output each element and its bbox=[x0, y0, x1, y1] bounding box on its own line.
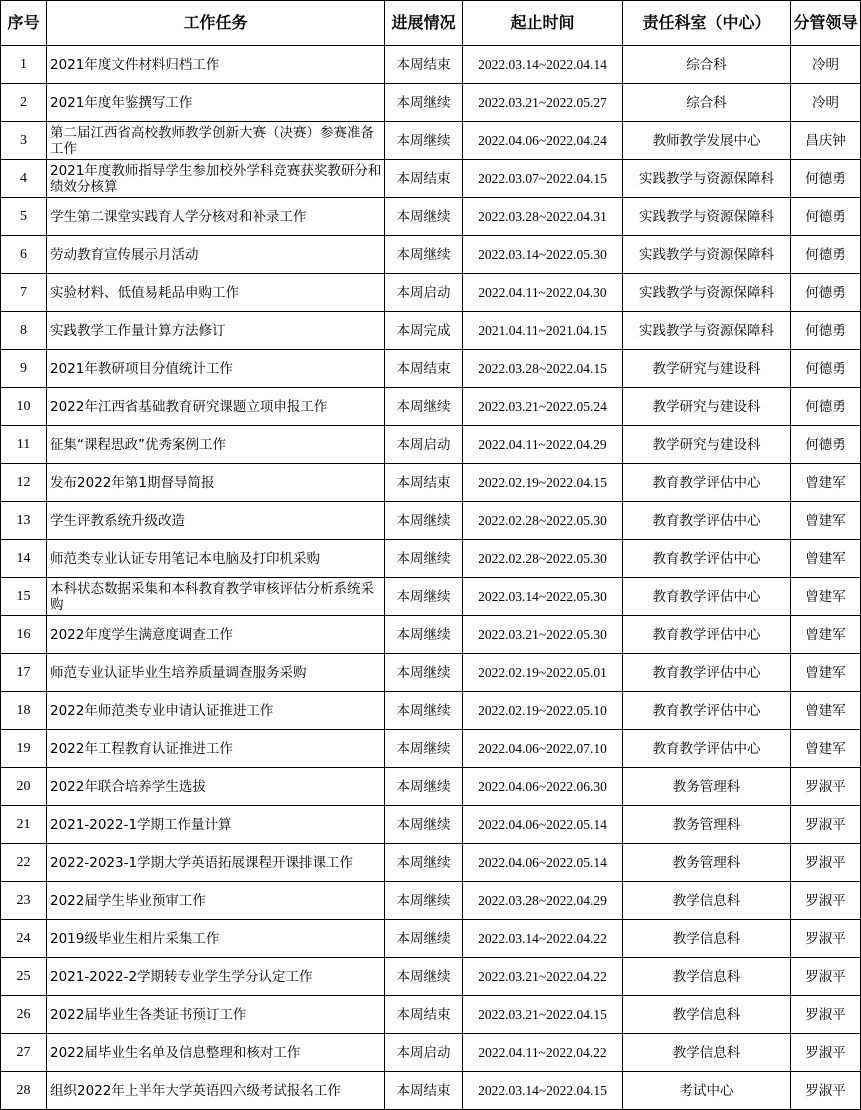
cell-dates: 2022.03.21~2022.04.15 bbox=[463, 996, 623, 1034]
cell-task: 2022年江西省基础教育研究课题立项申报工作 bbox=[47, 388, 385, 426]
cell-task: 实验材料、低值易耗品申购工作 bbox=[47, 274, 385, 312]
cell-no: 14 bbox=[1, 540, 47, 578]
cell-dates: 2022.03.14~2022.04.15 bbox=[463, 1072, 623, 1110]
cell-dates: 2022.04.06~2022.04.24 bbox=[463, 122, 623, 160]
cell-dept: 教学信息科 bbox=[623, 882, 791, 920]
table-row bbox=[1, 122, 861, 160]
cell-task: 本科状态数据采集和本科教育教学审核评估分析系统采购 bbox=[47, 578, 385, 616]
cell-task: 2022年师范类专业申请认证推进工作 bbox=[47, 692, 385, 730]
cell-status: 本周继续 bbox=[385, 730, 463, 768]
table-row bbox=[1, 84, 861, 122]
cell-dept: 实践教学与资源保障科 bbox=[623, 312, 791, 350]
cell-no: 5 bbox=[1, 198, 47, 236]
cell-dates: 2022.02.28~2022.05.30 bbox=[463, 540, 623, 578]
cell-status: 本周启动 bbox=[385, 274, 463, 312]
cell-status: 本周继续 bbox=[385, 540, 463, 578]
cell-dept: 教育教学评估中心 bbox=[623, 540, 791, 578]
cell-no: 25 bbox=[1, 958, 47, 996]
cell-no: 18 bbox=[1, 692, 47, 730]
cell-no: 24 bbox=[1, 920, 47, 958]
table-row bbox=[1, 388, 861, 426]
cell-dates: 2022.04.11~2022.04.22 bbox=[463, 1034, 623, 1072]
cell-dates: 2022.04.06~2022.05.14 bbox=[463, 806, 623, 844]
cell-task: 2022届学生毕业预审工作 bbox=[47, 882, 385, 920]
cell-dates: 2022.02.19~2022.04.15 bbox=[463, 464, 623, 502]
cell-no: 10 bbox=[1, 388, 47, 426]
cell-no: 3 bbox=[1, 122, 47, 160]
table-row bbox=[1, 958, 861, 996]
cell-status: 本周继续 bbox=[385, 768, 463, 806]
cell-task: 2022年联合培养学生选拔 bbox=[47, 768, 385, 806]
cell-no: 16 bbox=[1, 616, 47, 654]
table-row bbox=[1, 730, 861, 768]
cell-dates: 2022.04.11~2022.04.30 bbox=[463, 274, 623, 312]
cell-dept: 综合科 bbox=[623, 46, 791, 84]
table-row bbox=[1, 996, 861, 1034]
cell-status: 本周继续 bbox=[385, 844, 463, 882]
cell-no: 21 bbox=[1, 806, 47, 844]
table-row bbox=[1, 198, 861, 236]
cell-dept: 教务管理科 bbox=[623, 806, 791, 844]
cell-status: 本周结束 bbox=[385, 350, 463, 388]
table-row bbox=[1, 274, 861, 312]
cell-leader: 罗淑平 bbox=[791, 996, 861, 1034]
cell-dept: 实践教学与资源保障科 bbox=[623, 198, 791, 236]
cell-leader: 罗淑平 bbox=[791, 844, 861, 882]
cell-no: 13 bbox=[1, 502, 47, 540]
cell-leader: 何德勇 bbox=[791, 236, 861, 274]
cell-leader: 何德勇 bbox=[791, 426, 861, 464]
cell-dates: 2022.03.21~2022.05.24 bbox=[463, 388, 623, 426]
table-row bbox=[1, 920, 861, 958]
cell-dept: 实践教学与资源保障科 bbox=[623, 274, 791, 312]
cell-dept: 教师教学发展中心 bbox=[623, 122, 791, 160]
table-row bbox=[1, 882, 861, 920]
header-dept: 责任科室（中心） bbox=[623, 1, 791, 46]
table-row bbox=[1, 1034, 861, 1072]
cell-no: 6 bbox=[1, 236, 47, 274]
cell-task: 学生评教系统升级改造 bbox=[47, 502, 385, 540]
cell-dates: 2022.04.11~2022.04.29 bbox=[463, 426, 623, 464]
header-dates: 起止时间 bbox=[463, 1, 623, 46]
cell-task: 师范类专业认证专用笔记本电脑及打印机采购 bbox=[47, 540, 385, 578]
cell-status: 本周结束 bbox=[385, 996, 463, 1034]
cell-dept: 综合科 bbox=[623, 84, 791, 122]
cell-no: 23 bbox=[1, 882, 47, 920]
cell-dates: 2022.03.28~2022.04.29 bbox=[463, 882, 623, 920]
cell-dept: 教学信息科 bbox=[623, 996, 791, 1034]
cell-no: 12 bbox=[1, 464, 47, 502]
cell-dates: 2022.03.07~2022.04.15 bbox=[463, 160, 623, 198]
table-row bbox=[1, 692, 861, 730]
cell-status: 本周结束 bbox=[385, 46, 463, 84]
cell-task: 2022届毕业生各类证书预订工作 bbox=[47, 996, 385, 1034]
cell-task: 2021年教研项目分值统计工作 bbox=[47, 350, 385, 388]
table-row bbox=[1, 540, 861, 578]
cell-task: 2021年度教师指导学生参加校外学科竞赛获奖教研分和绩效分核算 bbox=[47, 160, 385, 198]
cell-leader: 曾建军 bbox=[791, 730, 861, 768]
cell-dates: 2022.03.21~2022.04.22 bbox=[463, 958, 623, 996]
cell-no: 1 bbox=[1, 46, 47, 84]
cell-dept: 教育教学评估中心 bbox=[623, 502, 791, 540]
header-row bbox=[1, 1, 861, 46]
cell-leader: 何德勇 bbox=[791, 274, 861, 312]
cell-task: 2019级毕业生相片采集工作 bbox=[47, 920, 385, 958]
header-status: 进展情况 bbox=[385, 1, 463, 46]
cell-status: 本周启动 bbox=[385, 426, 463, 464]
cell-dept: 教育教学评估中心 bbox=[623, 578, 791, 616]
table-row bbox=[1, 768, 861, 806]
cell-no: 15 bbox=[1, 578, 47, 616]
cell-status: 本周启动 bbox=[385, 1034, 463, 1072]
cell-dates: 2022.02.19~2022.05.10 bbox=[463, 692, 623, 730]
cell-status: 本周结束 bbox=[385, 464, 463, 502]
cell-leader: 曾建军 bbox=[791, 578, 861, 616]
cell-no: 26 bbox=[1, 996, 47, 1034]
cell-no: 9 bbox=[1, 350, 47, 388]
header-task: 工作任务 bbox=[47, 1, 385, 46]
cell-leader: 昌庆钟 bbox=[791, 122, 861, 160]
table-row bbox=[1, 46, 861, 84]
cell-task: 征集“课程思政”优秀案例工作 bbox=[47, 426, 385, 464]
table-row bbox=[1, 654, 861, 692]
cell-status: 本周完成 bbox=[385, 312, 463, 350]
cell-dept: 教学研究与建设科 bbox=[623, 426, 791, 464]
cell-dept: 教育教学评估中心 bbox=[623, 730, 791, 768]
cell-dates: 2022.03.14~2022.04.22 bbox=[463, 920, 623, 958]
cell-no: 11 bbox=[1, 426, 47, 464]
cell-dept: 教学研究与建设科 bbox=[623, 388, 791, 426]
cell-no: 22 bbox=[1, 844, 47, 882]
cell-dates: 2022.03.28~2022.04.15 bbox=[463, 350, 623, 388]
cell-leader: 曾建军 bbox=[791, 502, 861, 540]
cell-dept: 教学研究与建设科 bbox=[623, 350, 791, 388]
cell-dates: 2022.03.21~2022.05.30 bbox=[463, 616, 623, 654]
cell-task: 2022年工程教育认证推进工作 bbox=[47, 730, 385, 768]
cell-dates: 2022.02.19~2022.05.01 bbox=[463, 654, 623, 692]
cell-task: 2021-2022-2学期转专业学生学分认定工作 bbox=[47, 958, 385, 996]
cell-dept: 教务管理科 bbox=[623, 844, 791, 882]
cell-no: 19 bbox=[1, 730, 47, 768]
cell-leader: 何德勇 bbox=[791, 388, 861, 426]
cell-task: 2022-2023-1学期大学英语拓展课程开课排课工作 bbox=[47, 844, 385, 882]
cell-leader: 何德勇 bbox=[791, 160, 861, 198]
cell-dates: 2022.03.14~2022.05.30 bbox=[463, 236, 623, 274]
cell-leader: 冷明 bbox=[791, 46, 861, 84]
cell-dates: 2022.04.06~2022.06.30 bbox=[463, 768, 623, 806]
cell-status: 本周结束 bbox=[385, 1072, 463, 1110]
cell-leader: 曾建军 bbox=[791, 464, 861, 502]
cell-dates: 2021.04.11~2021.04.15 bbox=[463, 312, 623, 350]
cell-leader: 曾建军 bbox=[791, 540, 861, 578]
cell-dates: 2022.03.14~2022.04.14 bbox=[463, 46, 623, 84]
cell-task: 发布2022年第1期督导简报 bbox=[47, 464, 385, 502]
table-row bbox=[1, 616, 861, 654]
cell-leader: 罗淑平 bbox=[791, 806, 861, 844]
cell-status: 本周继续 bbox=[385, 578, 463, 616]
cell-status: 本周继续 bbox=[385, 692, 463, 730]
cell-dept: 实践教学与资源保障科 bbox=[623, 160, 791, 198]
cell-task: 2021-2022-1学期工作量计算 bbox=[47, 806, 385, 844]
cell-leader: 罗淑平 bbox=[791, 768, 861, 806]
cell-dept: 教育教学评估中心 bbox=[623, 654, 791, 692]
cell-no: 4 bbox=[1, 160, 47, 198]
cell-leader: 何德勇 bbox=[791, 312, 861, 350]
cell-task: 2022届毕业生名单及信息整理和核对工作 bbox=[47, 1034, 385, 1072]
cell-no: 20 bbox=[1, 768, 47, 806]
cell-status: 本周继续 bbox=[385, 654, 463, 692]
cell-status: 本周继续 bbox=[385, 502, 463, 540]
header-no: 序号 bbox=[1, 1, 47, 46]
cell-task: 劳动教育宣传展示月活动 bbox=[47, 236, 385, 274]
cell-task: 实践教学工作量计算方法修订 bbox=[47, 312, 385, 350]
cell-dates: 2022.03.28~2022.04.31 bbox=[463, 198, 623, 236]
cell-leader: 曾建军 bbox=[791, 692, 861, 730]
cell-dates: 2022.03.14~2022.05.30 bbox=[463, 578, 623, 616]
cell-dates: 2022.04.06~2022.05.14 bbox=[463, 844, 623, 882]
table-row bbox=[1, 464, 861, 502]
cell-status: 本周结束 bbox=[385, 160, 463, 198]
cell-leader: 冷明 bbox=[791, 84, 861, 122]
cell-no: 28 bbox=[1, 1072, 47, 1110]
cell-status: 本周继续 bbox=[385, 236, 463, 274]
cell-leader: 罗淑平 bbox=[791, 882, 861, 920]
table-row bbox=[1, 160, 861, 198]
table-row bbox=[1, 236, 861, 274]
table-row bbox=[1, 502, 861, 540]
table-row bbox=[1, 312, 861, 350]
cell-dept: 教学信息科 bbox=[623, 1034, 791, 1072]
cell-dept: 考试中心 bbox=[623, 1072, 791, 1110]
cell-dates: 2022.04.06~2022.07.10 bbox=[463, 730, 623, 768]
cell-task: 2021年度文件材料归档工作 bbox=[47, 46, 385, 84]
cell-dept: 教学信息科 bbox=[623, 920, 791, 958]
cell-status: 本周继续 bbox=[385, 616, 463, 654]
cell-status: 本周继续 bbox=[385, 388, 463, 426]
cell-no: 8 bbox=[1, 312, 47, 350]
cell-dept: 教务管理科 bbox=[623, 768, 791, 806]
cell-no: 27 bbox=[1, 1034, 47, 1072]
cell-status: 本周继续 bbox=[385, 84, 463, 122]
cell-status: 本周继续 bbox=[385, 920, 463, 958]
cell-leader: 罗淑平 bbox=[791, 920, 861, 958]
cell-leader: 何德勇 bbox=[791, 198, 861, 236]
cell-leader: 罗淑平 bbox=[791, 1034, 861, 1072]
cell-dates: 2022.03.21~2022.05.27 bbox=[463, 84, 623, 122]
table-row bbox=[1, 426, 861, 464]
table-row bbox=[1, 350, 861, 388]
cell-leader: 罗淑平 bbox=[791, 958, 861, 996]
cell-task: 师范专业认证毕业生培养质量调查服务采购 bbox=[47, 654, 385, 692]
cell-dept: 教育教学评估中心 bbox=[623, 692, 791, 730]
table-row bbox=[1, 844, 861, 882]
cell-status: 本周继续 bbox=[385, 882, 463, 920]
cell-dept: 教学信息科 bbox=[623, 958, 791, 996]
cell-no: 7 bbox=[1, 274, 47, 312]
cell-leader: 罗淑平 bbox=[791, 1072, 861, 1110]
cell-no: 2 bbox=[1, 84, 47, 122]
table-row bbox=[1, 578, 861, 616]
table-body bbox=[1, 46, 861, 1110]
cell-status: 本周继续 bbox=[385, 122, 463, 160]
cell-status: 本周继续 bbox=[385, 198, 463, 236]
cell-task: 组织2022年上半年大学英语四六级考试报名工作 bbox=[47, 1072, 385, 1110]
cell-task: 学生第二课堂实践育人学分核对和补录工作 bbox=[47, 198, 385, 236]
cell-dates: 2022.02.28~2022.05.30 bbox=[463, 502, 623, 540]
cell-dept: 教育教学评估中心 bbox=[623, 616, 791, 654]
table-row bbox=[1, 1072, 861, 1110]
cell-leader: 曾建军 bbox=[791, 654, 861, 692]
cell-status: 本周继续 bbox=[385, 806, 463, 844]
cell-dept: 实践教学与资源保障科 bbox=[623, 236, 791, 274]
table-row bbox=[1, 806, 861, 844]
cell-leader: 何德勇 bbox=[791, 350, 861, 388]
cell-task: 第二届江西省高校教师教学创新大赛（决赛）参赛准备工作 bbox=[47, 122, 385, 160]
cell-leader: 曾建军 bbox=[791, 616, 861, 654]
cell-task: 2022年度学生满意度调查工作 bbox=[47, 616, 385, 654]
cell-status: 本周继续 bbox=[385, 958, 463, 996]
cell-task: 2021年度年鉴撰写工作 bbox=[47, 84, 385, 122]
cell-no: 17 bbox=[1, 654, 47, 692]
header-leader: 分管领导 bbox=[791, 1, 861, 46]
cell-dept: 教育教学评估中心 bbox=[623, 464, 791, 502]
